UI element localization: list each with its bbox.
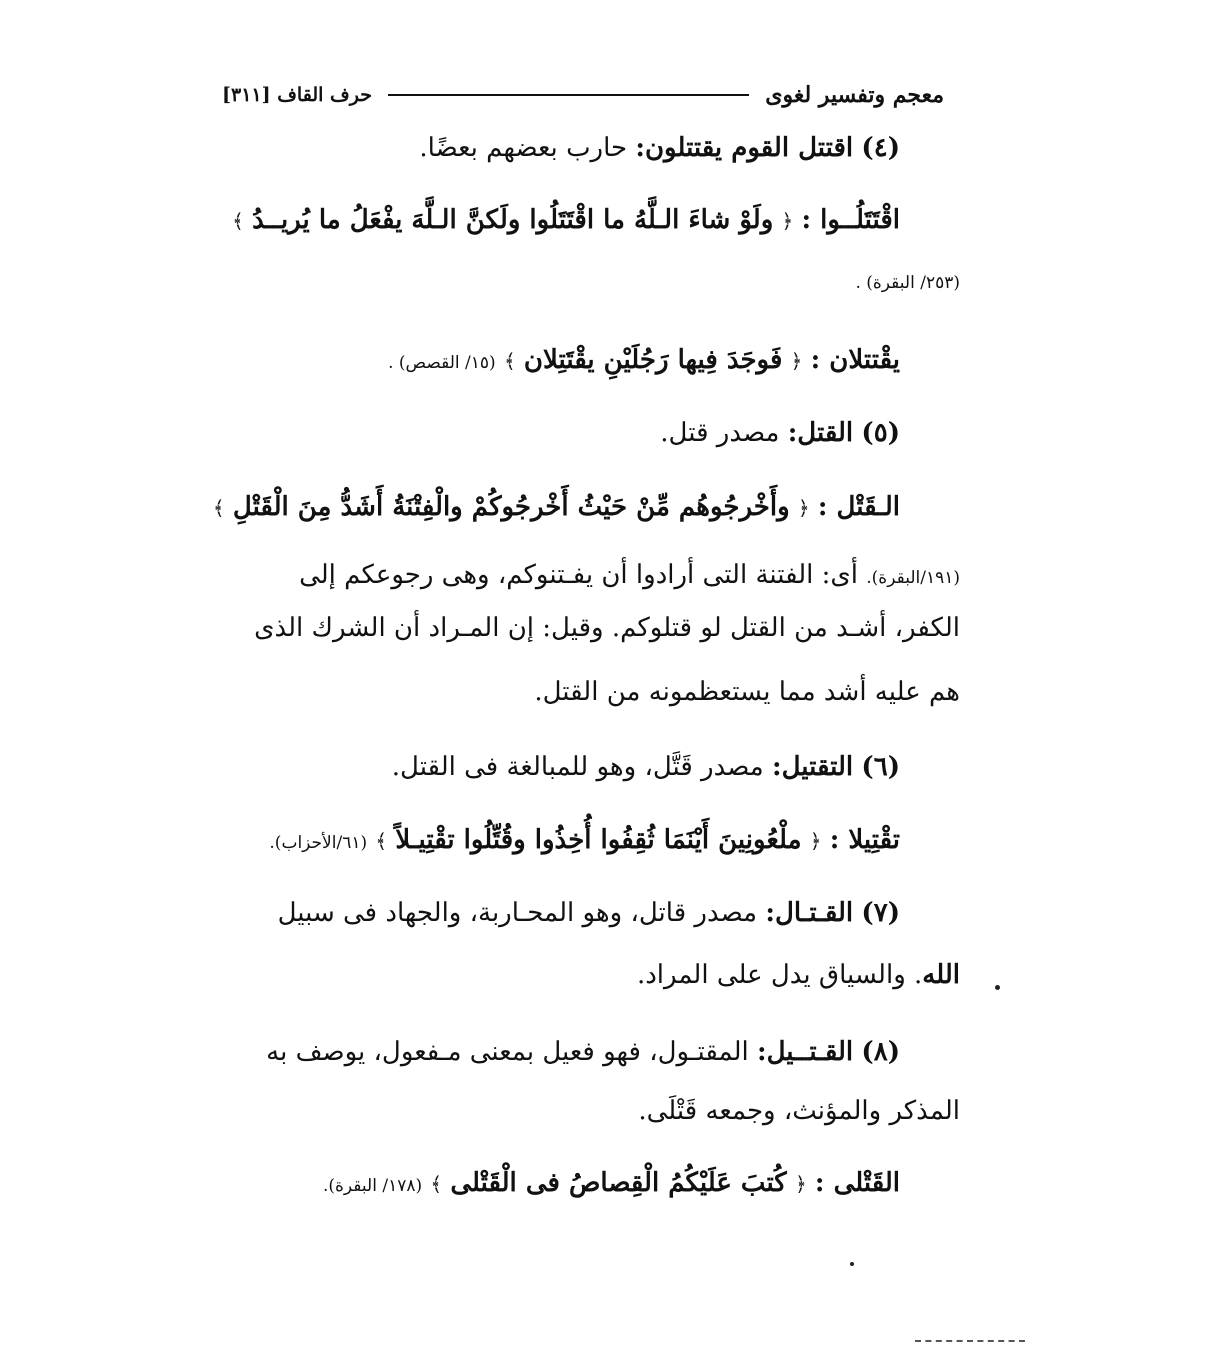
headword: يقْتتلان :	[810, 345, 900, 375]
quran-verse: ملْعُونِينَ أَيْنَمَا ثُقِفُوا أُخِذُوا وقُتِّلُوا تقْتِيـلاً	[395, 825, 802, 855]
scan-speck	[850, 1262, 854, 1266]
entry-qatla	[323, 1168, 900, 1198]
entry-definition: مصدر قتل.	[660, 418, 780, 448]
entry-7	[278, 898, 900, 928]
commentary-line-1	[299, 560, 960, 590]
page-header	[222, 78, 944, 112]
entry-definition: حارب بعضهم بعضًا.	[419, 133, 628, 163]
entry-6	[392, 752, 900, 782]
quran-verse: فَوجَدَ فِيها رَجُلَيْنِ يقْتَتِلان	[523, 345, 783, 375]
entry-iqtatalu	[232, 205, 900, 235]
quran-bracket-close-icon: ﴾	[375, 829, 388, 853]
verse-reference: (١٩١/البقرة).	[866, 568, 960, 588]
quran-bracket-open-icon: ﴿	[809, 829, 822, 853]
entry-term: القـتــيل:	[757, 1037, 854, 1067]
entry-definition: المقتـول، فهو فعيل بمعنى مـفعول، يوصف به	[266, 1037, 749, 1067]
entry-8-line-2: المذكر والمؤنث، وجمعه قَتْلَى.	[638, 1096, 960, 1126]
entry-7-line-2	[637, 960, 960, 990]
entry-number: (٤)	[861, 133, 900, 163]
quran-verse: ولَوْ شاءَ الـلَّهُ ما اقْتَتَلُوا ولَكنَّ الـلَّهَ يفْعَلُ ما يُريــدُ	[252, 205, 774, 235]
quran-bracket-open-icon: ﴿	[781, 209, 794, 233]
entry-yaqtatilan	[388, 345, 900, 375]
headword: تقْتِيلا :	[829, 825, 900, 855]
book-title: معجم وتفسير لغوى	[765, 82, 944, 108]
commentary-line-2: الكفر، أشـد من القتل لو قتلوكم. وقيل: إن المـراد أن الشرك الذى	[254, 613, 960, 643]
entry-5	[660, 418, 900, 448]
commentary-line-3: هم عليه أشد مما يستعظمونه من القتل.	[534, 677, 960, 707]
entry-number: (٧)	[861, 898, 900, 928]
quran-verse: كُتبَ عَلَيْكُمُ الْقِصاصُ فى الْقَتْلى	[450, 1168, 787, 1198]
scan-speck	[995, 985, 1000, 990]
entry-4	[419, 133, 900, 163]
entry-number: (٨)	[861, 1037, 900, 1067]
quran-bracket-close-icon: ﴾	[430, 1172, 443, 1196]
quran-bracket-open-icon: ﴿	[797, 496, 810, 520]
bold-word: الله	[922, 960, 960, 990]
headword: القَتْلى :	[814, 1168, 900, 1198]
headword: اقْتَتَلُــوا :	[801, 205, 900, 235]
headword: الـقَتْل :	[817, 492, 900, 522]
quran-bracket-open-icon: ﴿	[790, 349, 803, 373]
entry-definition: مصدر قاتل، وهو المحـاربة، والجهاد فى سبيل	[277, 898, 758, 928]
quran-bracket-close-icon: ﴾	[503, 349, 516, 373]
entry-term: التقتيل:	[772, 752, 854, 782]
entry-8	[266, 1037, 900, 1067]
entry-definition: . والسياق يدل على المراد.	[636, 960, 923, 990]
quran-bracket-open-icon: ﴿	[794, 1172, 807, 1196]
quran-bracket-close-icon: ﴾	[212, 496, 225, 520]
entry-term: القـتـال:	[765, 898, 854, 928]
quran-verse: وأَخْرجُوهُم مِّنْ حَيْثُ أَخْرجُوكُمْ والْفِتْنَةُ أَشَدُّ مِنَ الْقَتْلِ	[232, 492, 790, 522]
entry-term: القتل:	[787, 418, 854, 448]
entry-definition: مصدر قَتَّل، وهو للمبالغة فى القتل.	[391, 752, 764, 782]
entry-taqtila	[269, 825, 900, 855]
header-rule	[388, 94, 749, 96]
entry-number: (٥)	[861, 418, 900, 448]
entry-alqatl	[213, 492, 900, 522]
verse-reference: (١٥/ القصص) .	[388, 353, 496, 373]
commentary-text: أى: الفتنة التى أرادوا أن يفـتنوكم، وهى رجوعكم إلى	[299, 560, 858, 590]
scan-edge-mark	[915, 1340, 1025, 1342]
entry-term: اقتتل القوم يقتتلون:	[635, 133, 854, 163]
entry-number: (٦)	[861, 752, 900, 782]
verse-reference: (٢٥٣/ البقرة) .	[855, 273, 960, 293]
verse-reference: (١٧٨/ البقرة).	[322, 1176, 423, 1196]
quran-bracket-close-icon: ﴾	[232, 209, 244, 233]
running-head: حرف القاف [٣١١]	[222, 84, 372, 106]
verse-reference: (٦١/الأحزاب).	[269, 833, 368, 853]
